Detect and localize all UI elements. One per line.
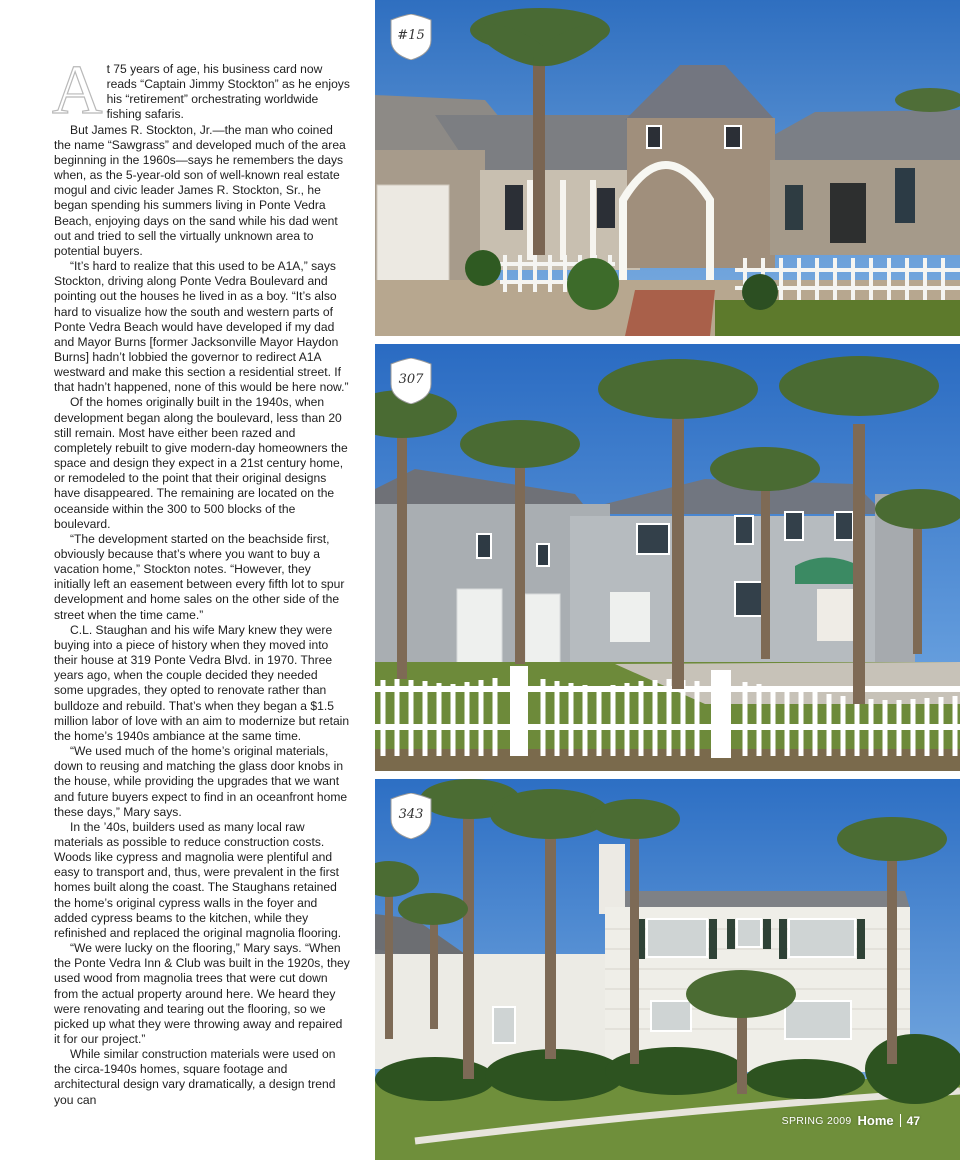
paragraph: In the ’40s, builders used as many local raw materials as possible to reduce construction costs. Woods like cypress and magnolia were plentiful and easy to transport and, thus, were prevalent in the first homes built along the coast. The Staughans retained the home’s original cypress walls in the foyer and added cypress beams to the kitchen, while they refinished and replaced the original magnolia flooring. — [54, 819, 342, 940]
paragraph: “The development started on the beachside first, obviously because that’s where you want to buy a vacation home,” Stockton notes. “However, they initially left an easement between every fifth lot to spur development and home sales on the other side of the street when the time came.” — [54, 531, 345, 622]
paragraph: While similar construction materials were used on the circa-1940s homes, square footage and architectural design vary dramatically, a design trend you can — [54, 1047, 336, 1107]
paragraph: “It’s hard to realize that this used to be A1A,” says Stockton, driving along Ponte Vedra Boulevard and pointing out the houses he lived in as a boy. “It’s also hard to visualize how the south and western parts of Ponte Vedra Beach would have developed if my dad and Mayor Burns [former Jacksonville Mayor Haydon Burns] hadn’t lobbied the governor to redirect A1A westward and make this section a residential street. If that hadn’t happened, none of this would be here now.” — [54, 259, 349, 395]
issue-season: SPRING 2009 — [781, 1114, 852, 1127]
article-text — [52, 52, 350, 1108]
paragraph: Of the homes originally built in the 1940s, when development began along the boulevard, less than 20 still remain. Most have either been razed and completely rebuilt to give modern-day homeowners the space and design they expect in a 21st century home, or remodeled to the point that their original designs have disappeared. The remaining are located on the oceanside within the 300 to 500 blocks of the boulevard. — [54, 395, 348, 531]
footer-divider — [900, 1114, 901, 1127]
drop-cap: A — [52, 52, 103, 129]
house-number-badge: 343 — [389, 793, 433, 839]
paragraph: C.L. Staughan and his wife Mary knew they were buying into a piece of history when they moved into their house at 319 Ponte Vedra Blvd. in 1970. Three years ago, when the couple decided they needed some upgrades, they opted to renovate rather than bulldoze and rebuild. That’s when they began a $1.5 million labor of love with an aim to modernize but retain the home’s 1940s ambiance at the same time. — [54, 622, 350, 743]
magazine-name: Home — [857, 1113, 894, 1128]
page-footer — [782, 1113, 920, 1128]
house-number-badge: #15 — [389, 14, 433, 60]
house-photo-343 — [375, 779, 960, 1160]
house-number-badge: 307 — [389, 358, 433, 404]
paragraph: “We used much of the home’s original materials, down to reusing and matching the glass door knobs in the house, while providing the upgrades that we want and future buyers expect to find in an oceanfront home these days,” Mary says. — [54, 744, 348, 819]
house-photo-15 — [375, 0, 960, 336]
house-photo-307 — [375, 344, 960, 771]
page-number: 47 — [906, 1113, 920, 1128]
paragraph: “We were lucky on the flooring,” Mary says. “When the Ponte Vedra Inn & Club was built in the 1920s, they used wood from magnolia trees that were cut down from the actual property around here. We heard they were renovating and tearing out the flooring, so we picked up what they were throwing away and repaired it for our project.” — [54, 941, 350, 1046]
paragraph: At 75 years of age, his business card now reads “Captain Jimmy Stockton” as he enjoys his “retirement” orchestrating worldwide fishing safaris. — [52, 52, 350, 129]
paragraph: But James R. Stockton, Jr.—the man who coined the name “Sawgrass” and developed much of the area beginning in the 1960s—says he remembers the days when, as the 5-year-old son of well-known real estate mogul and civic leader James R. Stockton, Sr., he began spending his summers living in Ponte Vedra Beach, enjoying days on the sand while his dad went out and tried to sell the virtually unknown area to potential buyers. — [54, 122, 346, 258]
